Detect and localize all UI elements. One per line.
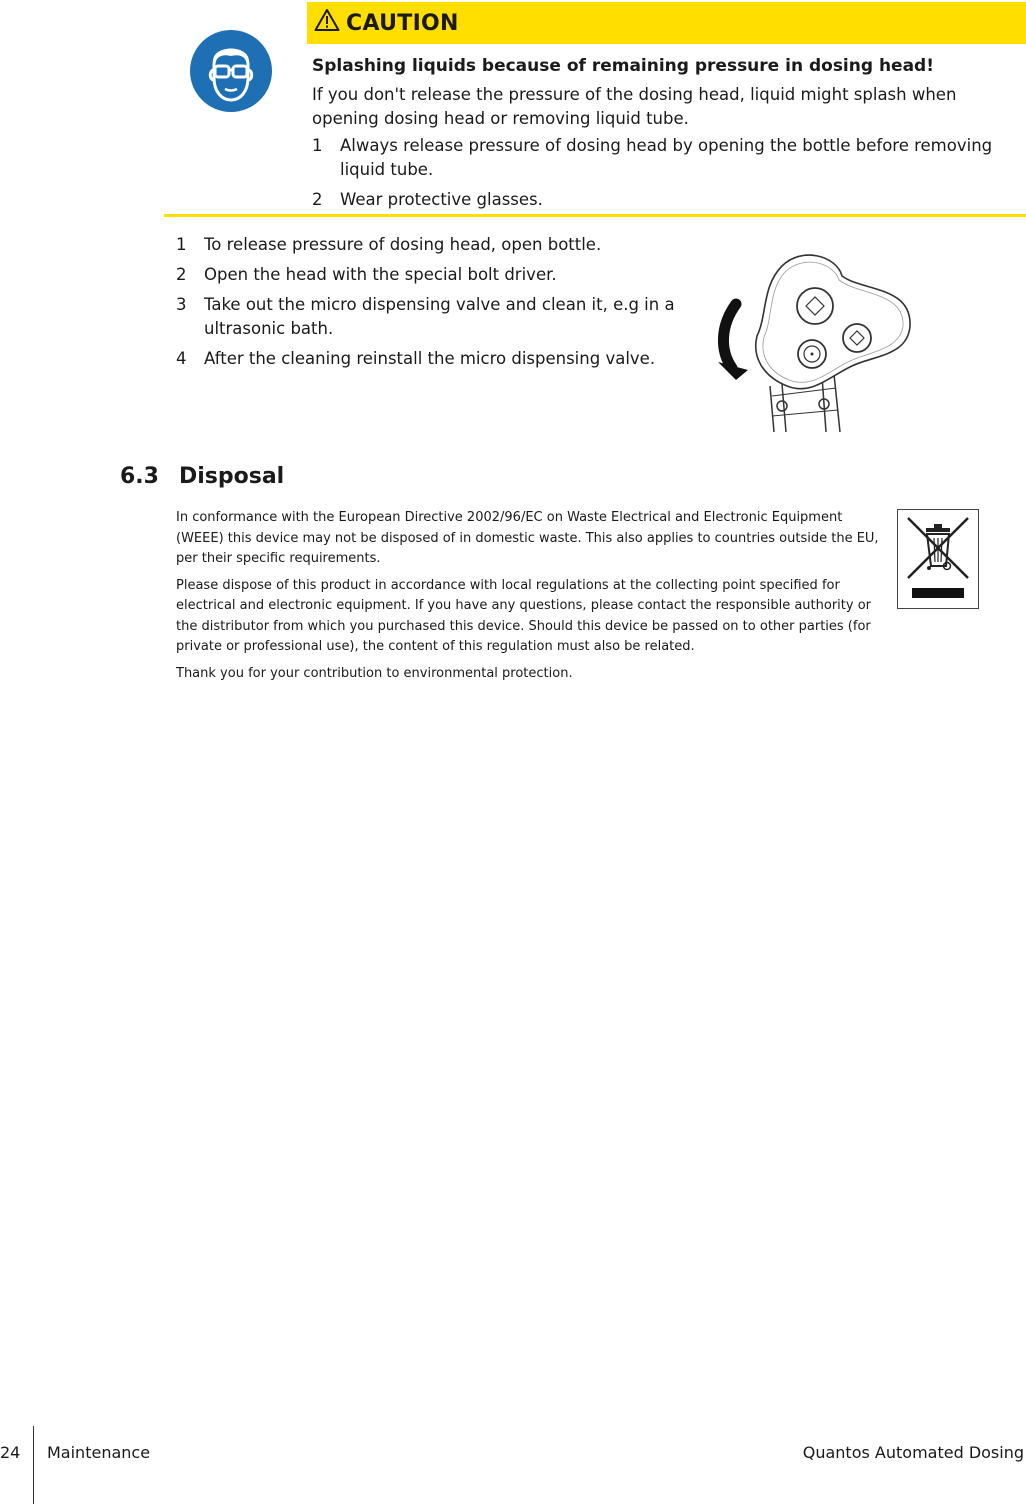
step-text: Wear protective glasses. bbox=[340, 190, 543, 209]
procedure-step bbox=[176, 293, 676, 341]
caution-step bbox=[312, 134, 1012, 182]
caution-title-text: CAUTION bbox=[346, 10, 459, 36]
procedure-step bbox=[176, 263, 676, 287]
footer-product: Quantos Automated Dosing bbox=[802, 1443, 1024, 1462]
caution-heading: Splashing liquids because of remaining pressure in dosing head! bbox=[312, 56, 934, 76]
footer-divider bbox=[33, 1426, 34, 1504]
step-number: 1 bbox=[176, 235, 187, 254]
procedure-step bbox=[176, 347, 676, 371]
page-number: 24 bbox=[0, 1443, 21, 1462]
step-text: Open the head with the special bolt driver. bbox=[204, 265, 557, 284]
caution-divider bbox=[164, 214, 1026, 217]
step-number: 2 bbox=[176, 265, 187, 284]
caution-text: If you don't release the pressure of the dosing head, liquid might splash when opening dosing head or removing liquid tube. bbox=[312, 85, 957, 128]
disposal-paragraph: In conformance with the European Directive 2002/96/EC on Waste Electrical and Electronic Equipment (WEEE) this device may not be disposed of in domestic waste. This also applies to countries outside the EU, per their specific requirements. bbox=[176, 510, 879, 566]
section-heading bbox=[120, 464, 284, 489]
step-number: 3 bbox=[176, 295, 187, 314]
weee-crossed-bin-icon bbox=[897, 509, 979, 609]
step-text: Always release pressure of dosing head by opening the bottle before removing liquid tube. bbox=[340, 136, 993, 179]
section-number: 6.3 bbox=[120, 464, 159, 489]
footer-section: Maintenance bbox=[47, 1443, 151, 1462]
caution-step bbox=[312, 188, 1012, 212]
step-text: Take out the micro dispensing valve and clean it, e.g in a ultrasonic bath. bbox=[204, 295, 675, 338]
step-text: To release pressure of dosing head, open bottle. bbox=[204, 235, 602, 254]
procedure-steps bbox=[176, 233, 676, 377]
disposal-paragraph: Thank you for your contribution to environmental protection. bbox=[176, 665, 573, 681]
protective-glasses-icon bbox=[186, 26, 276, 116]
disposal-text bbox=[176, 508, 886, 690]
procedure-step bbox=[176, 233, 676, 257]
caution-steps bbox=[312, 134, 1012, 218]
dosing-head-rotate-icon bbox=[712, 246, 922, 436]
step-number: 2 bbox=[312, 190, 323, 209]
disposal-paragraph: Please dispose of this product in accordance with local regulations at the collecting point specified for electrical and electronic equipment. If you have any questions, please contact the responsible authority or the distributor from which you purchased this device. Should this device be passed on to other parties (for private or professional use), the content of this regulation must also be related. bbox=[176, 577, 871, 654]
section-title: Disposal bbox=[178, 464, 285, 489]
caution-title bbox=[314, 8, 459, 38]
warning-triangle-icon bbox=[314, 8, 340, 38]
step-number: 1 bbox=[312, 136, 323, 155]
step-number: 4 bbox=[176, 349, 187, 368]
step-text: After the cleaning reinstall the micro dispensing valve. bbox=[204, 349, 656, 368]
